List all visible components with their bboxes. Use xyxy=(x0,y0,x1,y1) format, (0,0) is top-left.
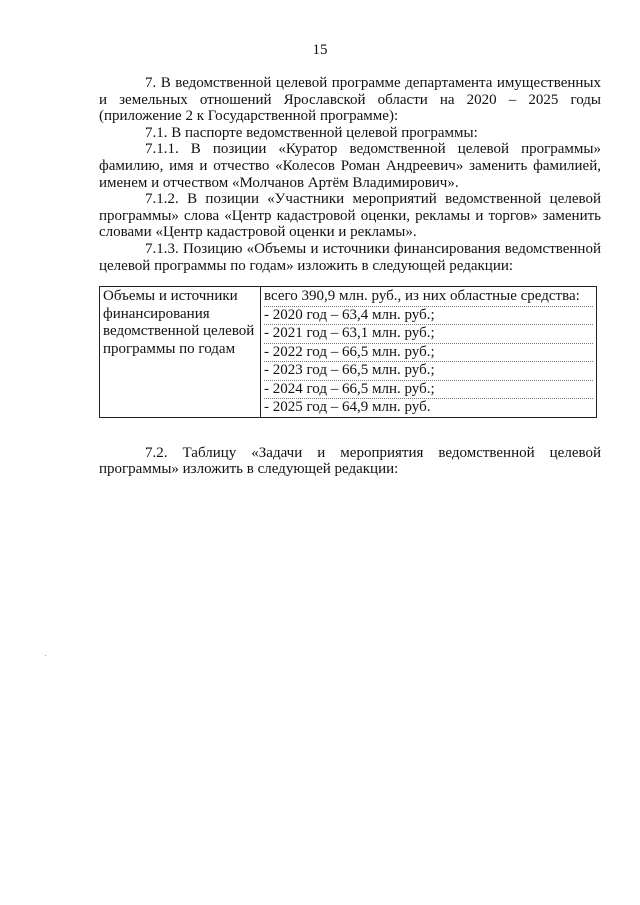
paragraph-7-1: 7.1. В паспорте ведомственной целевой программы: xyxy=(145,124,478,141)
finance-table-wrapper xyxy=(99,286,601,418)
paragraph-7-1-1: 7.1.1. В позиции «Куратор ведомственной целевой программы» фамилию, имя и отчество «Колесов Роман Андреевич» заменить фамилией, именем и отчеством «Молчанов Артём Владимирович». xyxy=(99,141,601,191)
finance-year-line-2021: - 2021 год – 63,1 млн. руб.; xyxy=(264,325,593,344)
finance-year-line-2022: - 2022 год – 66,5 млн. руб.; xyxy=(264,344,593,363)
finance-table-values-cell xyxy=(261,287,597,418)
finance-year-line-2020: - 2020 год – 63,4 млн. руб.; xyxy=(264,307,593,326)
document-body xyxy=(99,75,601,478)
finance-year-line-2025: - 2025 год – 64,9 млн. руб. xyxy=(264,399,431,416)
scan-dot-mark xyxy=(45,655,46,656)
paragraph-7-1-3: 7.1.3. Позицию «Объемы и источники финансирования ведомственной целевой программы по годам» изложить в следующей редакции: xyxy=(99,240,601,274)
finance-table xyxy=(99,286,597,418)
table-row xyxy=(100,287,597,418)
finance-total-line: всего 390,9 млн. руб., из них областные средства: xyxy=(264,288,593,307)
finance-table-label-cell: Объемы и источники финансирования ведомственной целевой программы по годам xyxy=(100,287,261,418)
paragraph-7: 7. В ведомственной целевой программе департамента имущественных и земельных отношений Ярославской области на 2020 – 2025 годы (приложение 2 к Государственной программе): xyxy=(99,75,601,125)
paragraph-7-1-2: 7.1.2. В позиции «Участники мероприятий ведомственной целевой программы» слова «Центр кадастровой оценки, рекламы и торгов» заменить словами «Центр кадастровой оценки и рекламы». xyxy=(99,191,601,241)
finance-year-line-2023: - 2023 год – 66,5 млн. руб.; xyxy=(264,362,593,381)
finance-year-line-2024: - 2024 год – 66,5 млн. руб.; xyxy=(264,381,593,400)
paragraph-7-2: 7.2. Таблицу «Задачи и мероприятия ведомственной целевой программы» изложить в следующей редакции: xyxy=(99,444,601,478)
page-number: 15 xyxy=(312,42,328,58)
